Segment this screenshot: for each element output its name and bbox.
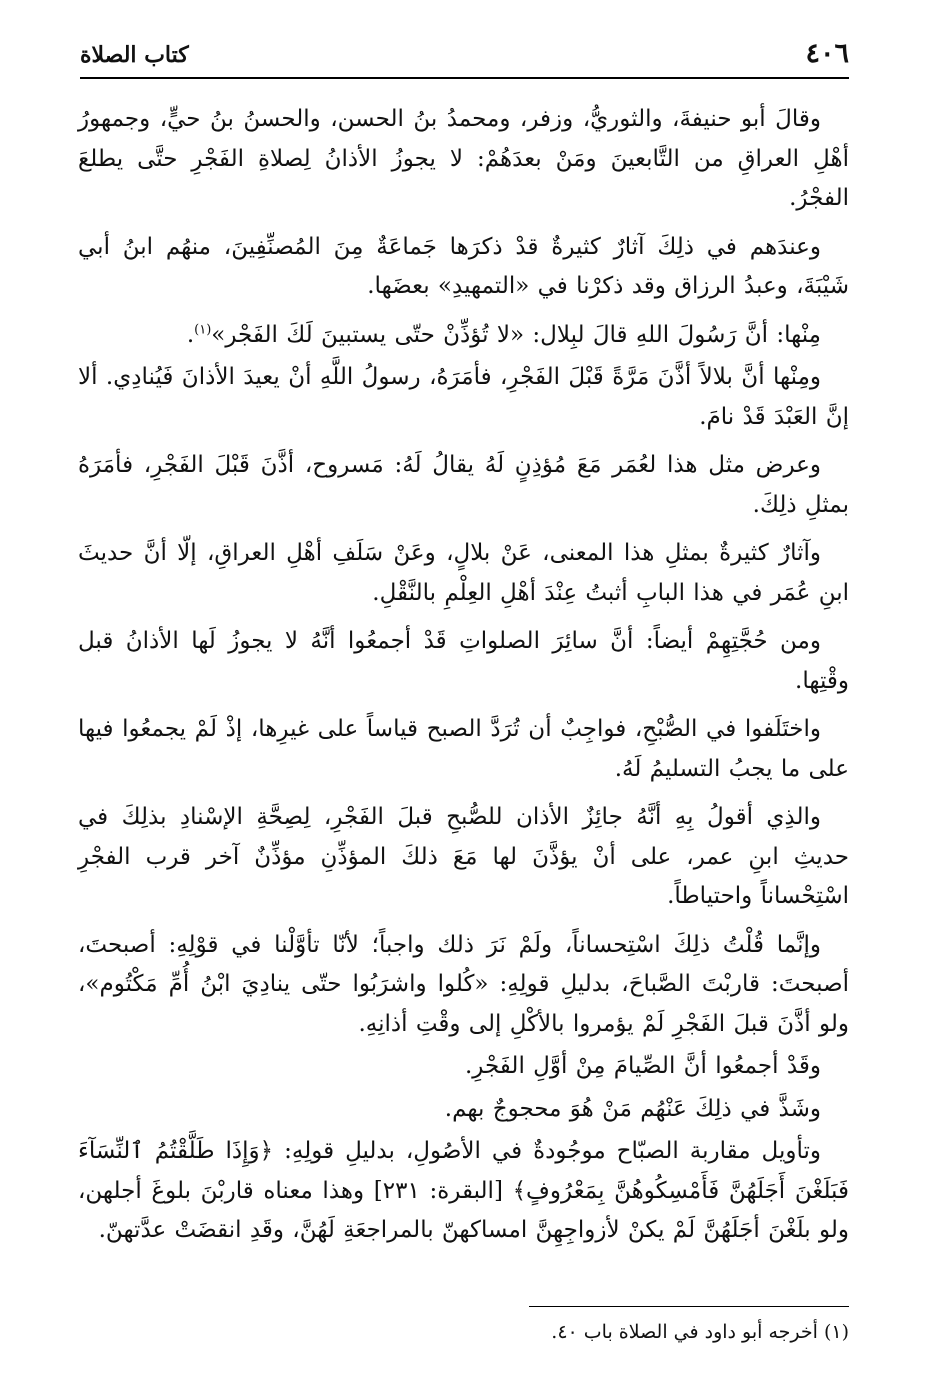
paragraph-7: ومن حُجَّتِهِمْ أيضاً: أنَّ سائِرَ الصلواتِ قَدْ أجمعُوا أنَّهُ لا يجوزُ لَها الأذانُ قبل وقْتِها.	[78, 628, 849, 694]
page-body	[78, 100, 849, 1260]
footnote-reference[interactable]: (١)	[194, 321, 212, 337]
paragraph-3-text: مِنْها: أنَّ رَسُولَ اللهِ قالَ لبِلال: «لا تُؤذِّنْ حتّى يستبينَ لَكَ الفَجْر»	[211, 321, 821, 348]
footnote: (١) أخرجه أبو داود في الصلاة باب ٤٠.	[551, 1321, 849, 1343]
page-number: ٤٠٦	[805, 38, 849, 69]
book-title: كتاب الصلاة	[80, 42, 189, 68]
page-header	[80, 38, 849, 78]
paragraph-4: ومِنْها أنَّ بلالاً أذَّنَ مَرَّةً قَبْلَ الفَجْرِ، فأمَرَهُ، رسولُ اللَّهِ أنْ يعيدَ الأذانَ فَيُنادِي. ألا إنَّ العَبْدَ قَدْ نامَ.	[78, 364, 849, 430]
paragraph-3-end: .	[186, 321, 195, 348]
paragraph-12: وشَذَّ في ذلِكَ عَنْهُم مَنْ هُوَ محجوجٌ بهم.	[444, 1095, 821, 1122]
paragraph-1: وقالَ أبو حنيفةَ، والثوريُّ، وزفر، ومحمدُ بنُ الحسن، والحسنُ بنُ حيٍّ، وجمهورُ أهْلِ العراقِ من التَّابعينَ ومَنْ بعدَهُمْ: لا يجوزُ الأذانُ لِصلاةِ الفَجْرِ حتَّى يطلعَ الفجْرُ.	[78, 106, 849, 211]
paragraph-3	[78, 316, 849, 356]
paragraph-6: وآثارٌ كثيرةٌ بمثلِ هذا المعنى، عَنْ بلالٍ، وعَنْ سَلَفِ أهْلِ العراقِ، إلّا أنَّ حديثَ ابنِ عُمَر في هذا البابِ أثبتُ عِنْدَ أهْلِ العِلْمِ بالنَّقْلِ.	[78, 540, 849, 606]
footnote-rule	[529, 1306, 849, 1307]
paragraph-2: وعندَهم في ذلِكَ آثارٌ كثيرةٌ قدْ ذكرَها جَماعَةٌ مِنَ المُصنِّفِينَ، منهُم ابنُ أبي شَيْبَةَ، وعبدُ الرزاق وقد ذكرْنا في «التمهيدِ» بعضَها.	[78, 233, 849, 299]
paragraph-10: وإنَّما قُلْتُ ذلِكَ اسْتِحساناً، ولَمْ نَرَ ذلك واجباً؛ لأنّا تأوَّلْنا في قوْلِهِ: أصبحتَ، أصبحتَ: قاربْتَ الصَّباحَ، بدليلِ قولِهِ: «كُلوا واشرَبُوا حتّى ينادِيَ ابْنُ أُمِّ مَكْتُوم»، ولو أذَّنَ قبلَ الفَجْرِ لَمْ يؤمروا بالأكْلِ إلى وقْتِ أذانِهِ.	[78, 931, 849, 1037]
header-rule	[80, 77, 849, 79]
paragraph-9: والذِي أقولُ بِهِ أنَّهُ جائِزٌ الأذان للصُّبحِ قبلَ الفَجْرِ، لِصِحَّةِ الإسْنادِ بذلِكَ في حديثِ ابنِ عمر، على أنْ يؤذَّنَ لها مَعَ ذلكَ المؤذِّنِ مؤذِّنٌ آخر قرب الفجْرِ اسْتِحْساناً واحتياطاً.	[78, 804, 849, 909]
paragraph-5: وعرض مثل هذا لعُمَر مَعَ مُؤذِنٍ لَهُ يقالُ لَهُ: مَسروح، أذَّنَ قَبْلَ الفَجْرِ، فأمَرَهُ بمثلِ ذلِكَ.	[78, 452, 849, 518]
paragraph-8: واختَلَفوا في الصُّبْحِ، فواجِبٌ أن تُرَدَّ الصبح قياساً على غيرِها، إذْ لَمْ يجمعُوا فيها على ما يجبُ التسليمُ لَهُ.	[78, 716, 849, 782]
paragraph-13: وتأويل مقاربة الصبّاح موجُودةٌ في الأصُولِ، بدليلِ قولِهِ: ﴿وَإِذَا طَلَّقْتُمُ ٱلنِّسَآءَ فَبَلَغْنَ أَجَلَهُنَّ فَأَمْسِكُوهُنَّ بِمَعْرُوفٍ﴾ [البقرة: ٢٣١] وهذا معناه قاربْنَ بلوغَ أجلهن، ولو بلَغْنَ أجَلَهُنَّ لَمْ يكنْ لأزواجِهِنَّ امساكهنّ بالمراجعَةِ لَهُنَّ، وقَدِ انقضَتْ عدَّتهنّ.	[78, 1138, 849, 1243]
paragraph-11: وقَدْ أجمعُوا أنَّ الصِّيامَ مِنْ أوَّلِ الفَجْرِ.	[464, 1053, 821, 1079]
